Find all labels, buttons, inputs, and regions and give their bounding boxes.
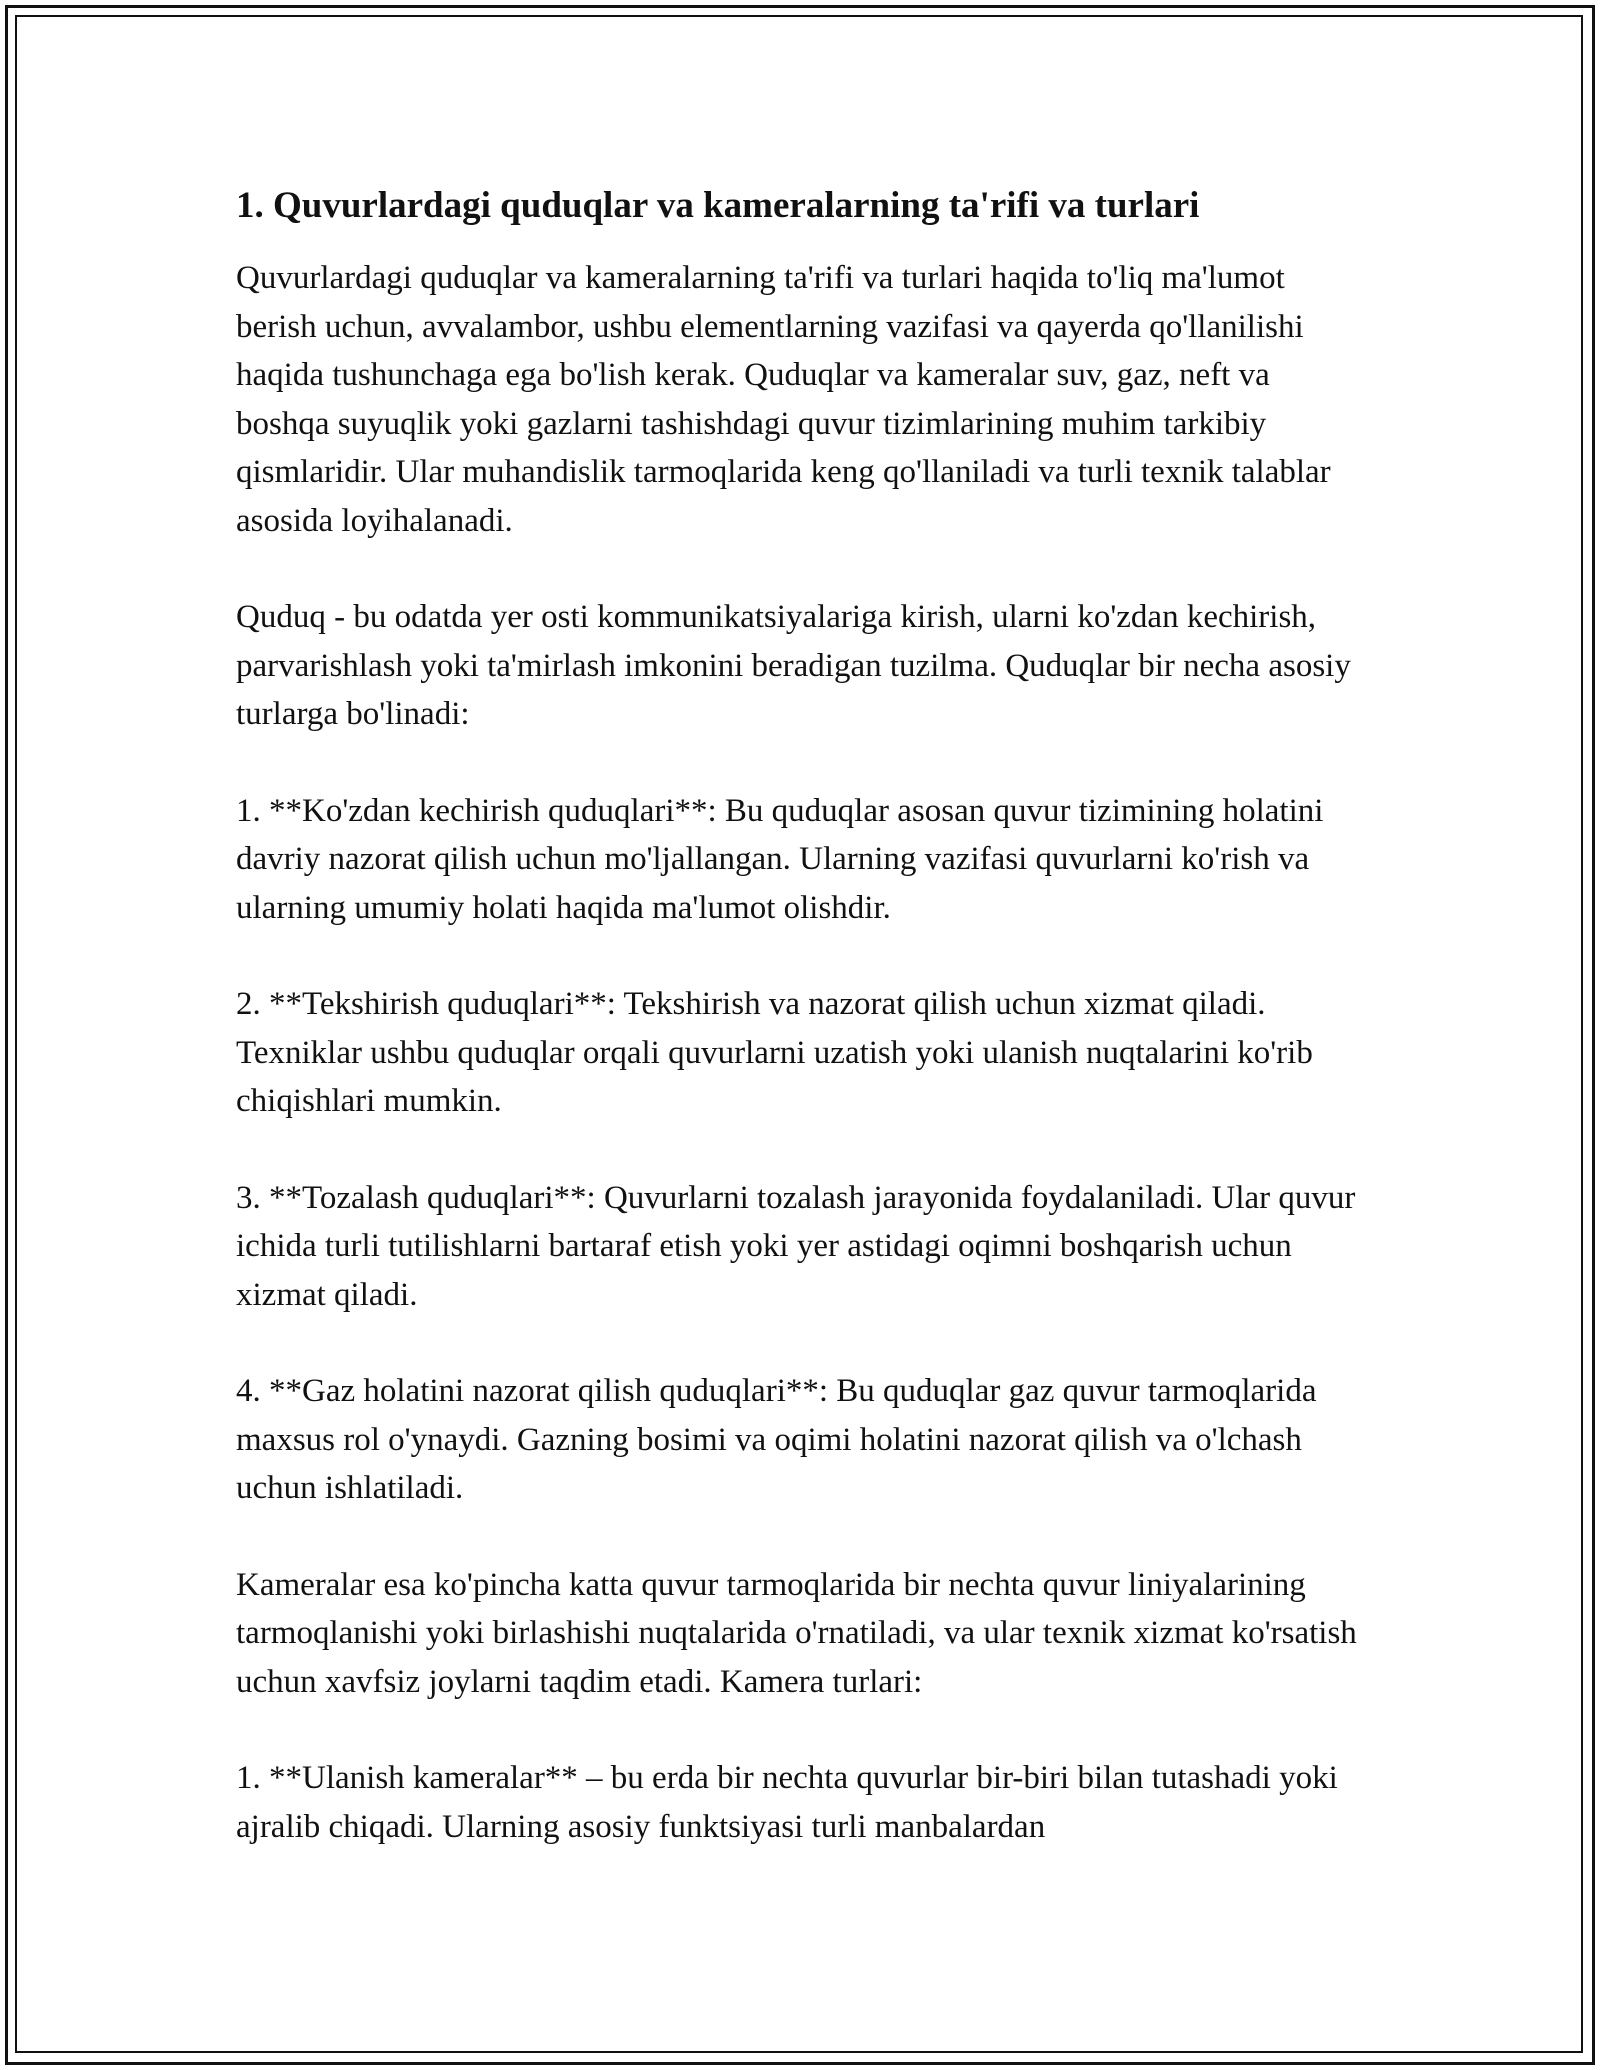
list-item-inspection-wells: 1. **Ko'zdan kechirish quduqlari**: Bu quduqlar asosan quvur tizimining holatini davriy nazorat qilish uchun mo'ljallangan. Ularning vazifasi quvurlarni ko'rish va ularning umumiy holati haqida ma'lumot olishdir. [236,792,1324,926]
paragraph-well-definition: Quduq - bu odatda yer osti kommunikatsiyalariga kirish, ularni ko'zdan kechirish, parvarishlash yoki ta'mirlash imkonini beradigan tuzilma. Quduqlar bir necha asosiy turlarga bo'linadi: [236,599,1351,732]
paragraph-chambers: Kameralar esa ko'pincha katta quvur tarmoqlarida bir nechta quvur liniyalarining tarmoqlanishi yoki birlashishi nuqtalarida o'rnatiladi, va ular texnik xizmat ko'rsatish uchun xavfsiz joylarni taqdim etadi. Kamera turlari: [236,1566,1357,1700]
document-body [236,184,1366,1899]
list-item-checking-wells: 2. **Tekshirish quduqlari**: Tekshirish va nazorat qilish uchun xizmat qiladi. Texniklar ushbu quduqlar orqali quvurlarni uzatish yoki ulanish nuqtalarini ko'rib chiqishlari mumkin. [236,986,1313,1119]
list-item-connection-chambers: 1. **Ulanish kameralar** – bu erda bir nechta quvurlar bir-biri bilan tutashadi yoki ajralib chiqadi. Ularning asosiy funktsiyasi turli manbalardan [236,1760,1338,1845]
document-title: 1. Quvurlardagi quduqlar va kameralarning ta'rifi va turlari [236,185,1200,226]
list-item-gas-control-wells: 4. **Gaz holatini nazorat qilish quduqlari**: Bu quduqlar gaz quvur tarmoqlarida maxsus rol o'ynaydi. Gazning bosimi va oqimi holatini nazorat qilish va o'lchash uchun ishlatiladi. [236,1373,1317,1506]
paragraph-intro: Quvurlardagi quduqlar va kameralarning ta'rifi va turlari haqida to'liq ma'lumot berish uchun, avvalambor, ushbu elementlarning vazifasi va qayerda qo'llanilishi haqida tushunchaga ega bo'lish kerak. Quduqlar va kameralar suv, gaz, neft va boshqa suyuqlik yoki gazlarni tashishdagi quvur tizimlarining muhim tarkibiy qismlaridir. Ular muhandislik tarmoqlarida keng qo'llaniladi va turli texnik talablar asosida loyihalanadi. [236,260,1331,539]
list-item-cleaning-wells: 3. **Tozalash quduqlari**: Quvurlarni tozalash jarayonida foydalaniladi. Ular quvur ichida turli tutilishlarni bartaraf etish yoki yer astidagi oqimni boshqarish uchun xizmat qiladi. [236,1179,1356,1313]
